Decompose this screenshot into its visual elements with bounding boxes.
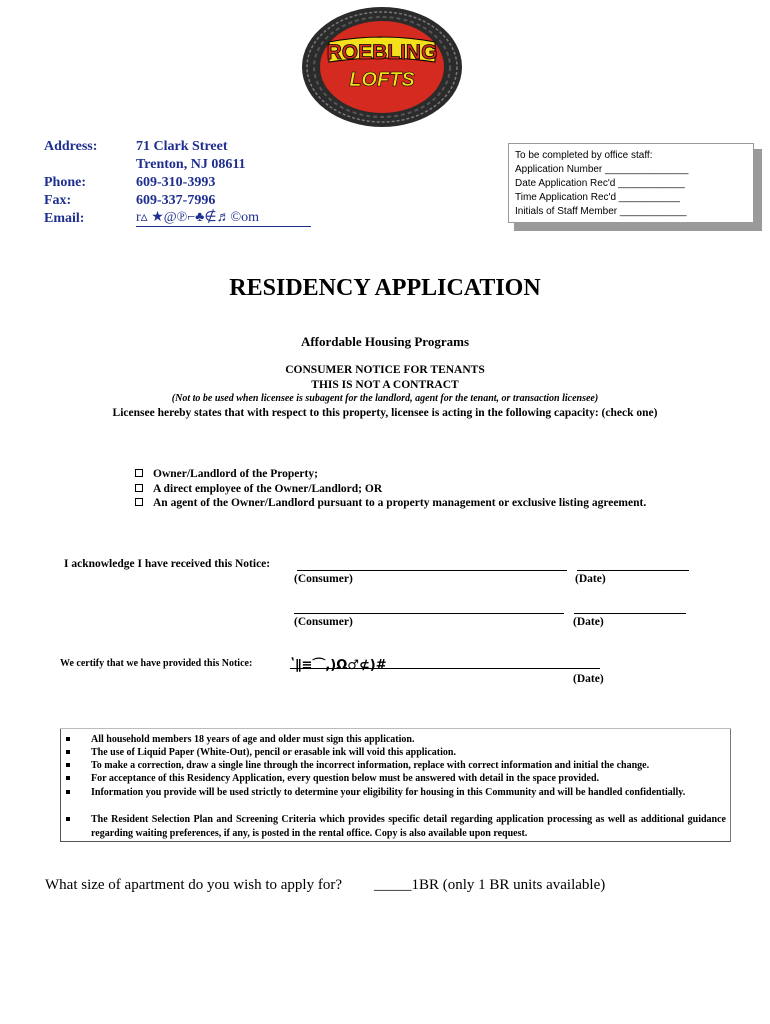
consumer-caption-1: (Consumer): [294, 573, 353, 585]
page-title: RESIDENCY APPLICATION: [229, 275, 541, 301]
logo-line2: LOFTS: [349, 69, 415, 91]
instruction-text: The Resident Selection Plan and Screening Criteria which provides specific detail regarding application processing as well as additional guidance regarding waiting preferences, if any, is posted in the rental office. Copy is also available upon request.: [91, 814, 726, 839]
address-line1: 71 Clark Street: [136, 139, 228, 154]
instruction-text: Information you provide will be used strictly to determine your eligibility for housing in this Community and will be handled confidentially.: [91, 787, 686, 798]
acknowledge-label: I acknowledge I have received this Notice:: [64, 558, 271, 570]
date-caption-2: (Date): [573, 616, 604, 628]
roebling-lofts-logo: [301, 6, 463, 128]
phone-value: 609-310-3993: [136, 175, 216, 190]
instruction-text: All household members 18 years of age and older must sign this application.: [91, 734, 415, 745]
instructions-box-top-rule: [60, 728, 731, 729]
apartment-size-question: What size of apartment do you wish to apply for?: [45, 877, 342, 893]
checkbox[interactable]: [135, 484, 143, 492]
page-subtitle: Affordable Housing Programs: [300, 334, 470, 349]
notice-disclaimer: (Not to be used when licensee is subagent for the landlord, agent for the tenant, or transaction licensee): [171, 393, 599, 404]
address-line2: Trenton, NJ 08611: [136, 157, 246, 172]
time-received-field: Time Application Rec'd ___________: [515, 192, 680, 203]
consumer-caption-2: (Consumer): [294, 616, 353, 628]
consumer-signature-line-1[interactable]: [297, 570, 567, 571]
instruction-item: [66, 813, 726, 840]
application-number-field: Application Number _______________: [515, 164, 689, 175]
checkbox[interactable]: [135, 469, 143, 477]
instruction-item: [66, 733, 726, 747]
email-label: Email:: [44, 211, 85, 226]
instruction-item: [66, 746, 726, 760]
fax-label: Fax:: [44, 193, 72, 208]
instruction-text: The use of Liquid Paper (White-Out), pencil or erasable ink will void this application.: [91, 747, 456, 758]
apartment-size-answer[interactable]: _____1BR (only 1 BR units available): [374, 877, 606, 893]
instruction-item: [66, 759, 726, 773]
agent-signature: ʽ∥≡⌒,)Ω♂⊄)#: [290, 658, 387, 673]
consumer-signature-line-2[interactable]: [294, 613, 564, 614]
notice-not-contract: THIS IS NOT A CONTRACT: [311, 379, 459, 391]
instruction-text: For acceptance of this Residency Application, every question below must be answered with detail in the space provided.: [91, 773, 600, 784]
certify-date-caption: (Date): [573, 673, 604, 685]
phone-label: Phone:: [44, 175, 86, 190]
date-received-field: Date Application Rec'd ____________: [515, 178, 685, 189]
office-staff-box: [508, 143, 754, 223]
fax-value: 609-337-7996: [136, 193, 216, 208]
staff-initials-field: Initials of Staff Member ____________: [515, 206, 687, 217]
address-label: Address:: [44, 139, 98, 154]
date-line-2[interactable]: [574, 613, 686, 614]
instruction-item: [66, 786, 726, 800]
option-label: Owner/Landlord of the Property;: [153, 468, 318, 480]
notice-capacity-statement: Licensee hereby states that with respect to this property, licensee is acting in the following capacity: (check one): [112, 407, 658, 419]
instruction-text: To make a correction, draw a single line through the incorrect information, replace with correct information and initial the change.: [91, 760, 650, 771]
certify-label: We certify that we have provided this Notice:: [60, 658, 253, 669]
option-label: A direct employee of the Owner/Landlord; OR: [153, 483, 383, 495]
instruction-item: [66, 772, 726, 786]
notice-heading: CONSUMER NOTICE FOR TENANTS: [285, 364, 485, 376]
option-owner[interactable]: [135, 468, 318, 480]
agent-signature-line[interactable]: [290, 668, 600, 669]
date-caption-1: (Date): [575, 573, 606, 585]
checkbox[interactable]: [135, 498, 143, 506]
option-label: An agent of the Owner/Landlord pursuant to a property management or exclusive listing agreement.: [153, 497, 647, 509]
option-agent[interactable]: [135, 497, 646, 509]
staff-box-heading: To be completed by office staff:: [515, 150, 653, 161]
logo-line1: ROEBLING: [326, 41, 438, 64]
date-line-1[interactable]: [577, 570, 689, 571]
option-employee[interactable]: [135, 483, 382, 495]
email-link[interactable]: r▵ ★@℗⌐♣∉♬©om: [136, 210, 311, 227]
